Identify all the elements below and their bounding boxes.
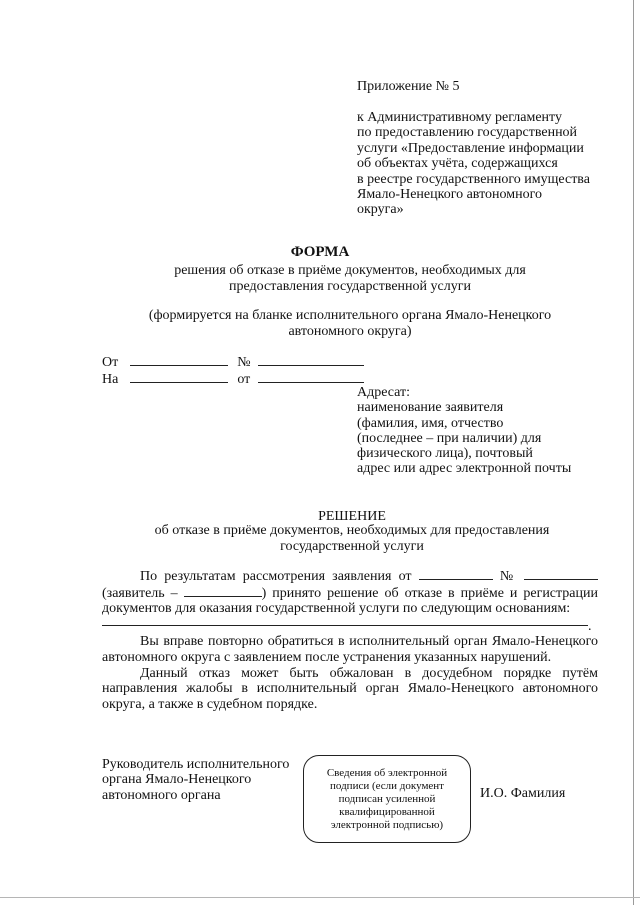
p1-part1: По результатам рассмотрения заявления от bbox=[140, 569, 412, 584]
application-number-field[interactable] bbox=[524, 568, 598, 580]
addressee-line: (последнее – при наличии) для bbox=[357, 430, 542, 446]
appendix-ref-line: в реестре государственного имущества bbox=[357, 171, 590, 187]
appendix-ref-line: услуги «Предоставление информации bbox=[357, 140, 584, 156]
form-subtitle-line: предоставления государственной услуги bbox=[229, 278, 471, 294]
requisites-row-to bbox=[102, 371, 364, 388]
p1-number-label: № bbox=[499, 569, 517, 584]
form-note bbox=[0, 308, 640, 339]
decision-subtitle bbox=[0, 523, 640, 554]
to-label: На bbox=[102, 371, 119, 387]
from-blank-field[interactable] bbox=[130, 354, 228, 366]
signatory-line: автономного органа bbox=[102, 787, 221, 803]
grounds-line bbox=[102, 617, 598, 635]
decision-paragraph-2: Вы вправе повторно обратиться в исполнительный орган Ямало-Ненецкого автономного округа с заявлением после устранения указанных нарушений. bbox=[102, 634, 598, 665]
p1-part2: ) принято решение об отказе в приёме и регистрации документов для оказания государственной услуги по следующим основаниям: bbox=[102, 585, 599, 617]
application-date-field[interactable] bbox=[419, 568, 493, 580]
appendix-ref-line: Ямало-Ненецкого автономного bbox=[357, 187, 542, 203]
addressee-line: адрес или адрес электронной почты bbox=[357, 461, 572, 477]
appendix-ref-line: по предоставлению государственной bbox=[357, 125, 578, 141]
signature-box-text: Сведения об электронной подписи (если документ подписан усиленной квалифицированной электронной подписью) bbox=[326, 766, 448, 831]
decision-subtitle-line: государственной услуги bbox=[280, 538, 424, 554]
page-edge-bottom bbox=[0, 897, 640, 898]
form-subtitle bbox=[0, 263, 640, 294]
decision-paragraph-3: Данный отказ может быть обжалован в досудебном порядке путём направления жалобы в исполнительный орган Ямало-Ненецкого автономного округа, а также в судебном порядке. bbox=[102, 665, 598, 712]
applicant-name-field[interactable] bbox=[184, 585, 262, 597]
number-blank-field[interactable] bbox=[258, 354, 364, 366]
to-blank-field[interactable] bbox=[130, 371, 228, 383]
addressee-line: (фамилия, имя, отчество bbox=[357, 415, 504, 431]
form-note-line: автономного округа) bbox=[288, 323, 412, 339]
appendix-ref-line: об объектах учёта, содержащихся bbox=[357, 156, 558, 172]
decision-paragraph-1 bbox=[102, 568, 598, 617]
signatory-name: И.О. Фамилия bbox=[480, 786, 566, 801]
date-label: от bbox=[237, 371, 251, 387]
appendix-reference bbox=[357, 110, 590, 218]
electronic-signature-box bbox=[303, 755, 471, 843]
appendix-ref-line: округа» bbox=[357, 202, 404, 218]
addressee-block bbox=[357, 385, 571, 477]
signatory-position bbox=[102, 757, 289, 803]
page-edge-right bbox=[633, 0, 634, 905]
document-requisites bbox=[102, 354, 364, 387]
addressee-line: Адресат: bbox=[357, 385, 411, 400]
grounds-blank-field[interactable] bbox=[102, 617, 588, 626]
decision-subtitle-line: об отказе в приёме документов, необходимых для предоставления bbox=[154, 523, 550, 538]
form-note-line: (формируется на бланке исполнительного органа Ямало-Ненецкого bbox=[148, 308, 552, 323]
p1-applicant-open: (заявитель – bbox=[102, 585, 178, 601]
signatory-line: органа Ямало-Ненецкого bbox=[102, 772, 252, 788]
decision-body bbox=[102, 568, 598, 712]
decision-heading: РЕШЕНИЕ bbox=[318, 509, 386, 524]
addressee-line: физического лица), почтовый bbox=[357, 446, 533, 462]
signatory-line: Руководитель исполнительного bbox=[102, 757, 290, 772]
requisites-row-from bbox=[102, 354, 364, 371]
number-label: № bbox=[237, 355, 251, 370]
addressee-line: наименование заявителя bbox=[357, 400, 504, 416]
p1-end: . bbox=[588, 618, 592, 634]
from-label: От bbox=[102, 355, 119, 370]
form-subtitle-line: решения об отказе в приёме документов, необходимых для bbox=[174, 263, 526, 278]
date-blank-field[interactable] bbox=[258, 371, 364, 383]
appendix-title: Приложение № 5 bbox=[357, 79, 460, 94]
form-heading: ФОРМА bbox=[290, 244, 350, 260]
appendix-ref-line: к Административному регламенту bbox=[357, 110, 562, 125]
